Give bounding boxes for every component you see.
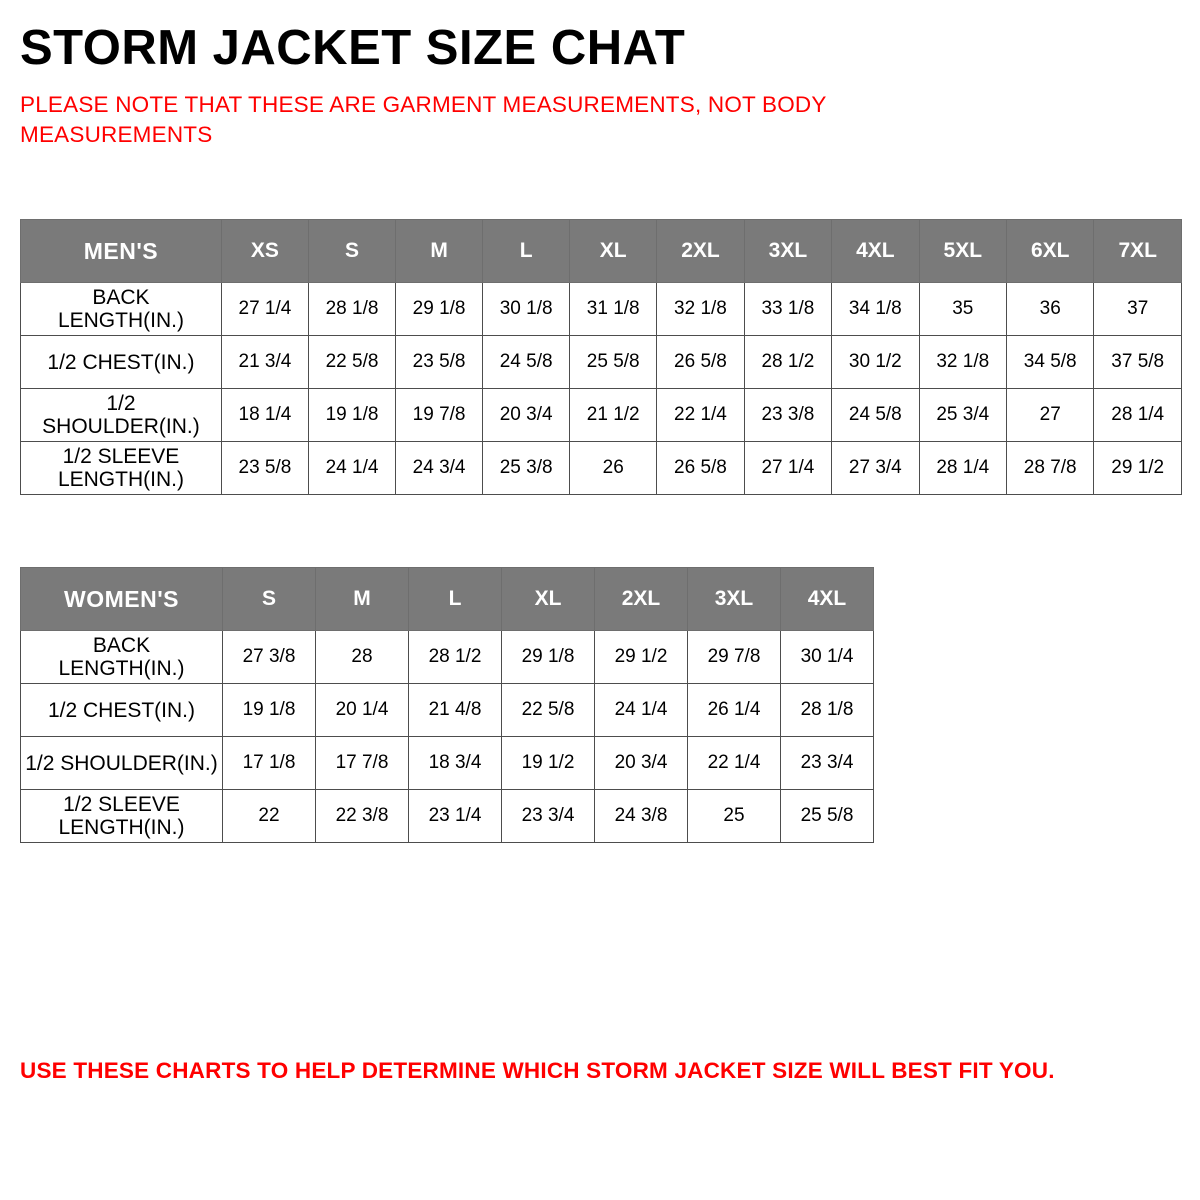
mens-cell: 37 5/8	[1094, 336, 1182, 389]
womens-cell: 17 7/8	[316, 737, 409, 790]
table-row	[21, 283, 1182, 336]
womens-row-label	[21, 684, 223, 737]
womens-cell: 18 3/4	[409, 737, 502, 790]
mens-table-body	[21, 283, 1182, 495]
womens-cell: 30 1/4	[781, 631, 874, 684]
mens-size-header: XL	[570, 220, 657, 283]
womens-header-row	[21, 568, 874, 631]
mens-cell: 27	[1007, 389, 1094, 442]
womens-row-label-line1: 1/2 CHEST(IN.)	[47, 698, 196, 722]
mens-cell: 23 3/8	[744, 389, 831, 442]
mens-row-label	[21, 336, 222, 389]
mens-cell: 32 1/8	[657, 283, 744, 336]
mens-cell: 22 1/4	[657, 389, 744, 442]
mens-cell: 19 1/8	[308, 389, 395, 442]
womens-cell: 26 1/4	[688, 684, 781, 737]
mens-row-label-line1: 1/2 SHOULDER(IN.)	[42, 391, 200, 439]
mens-cell: 21 1/2	[570, 389, 657, 442]
mens-cell: 28 7/8	[1007, 442, 1094, 495]
womens-cell: 22 1/4	[688, 737, 781, 790]
mens-header-row	[21, 220, 1182, 283]
mens-row-label	[21, 442, 222, 495]
top-note: PLEASE NOTE THAT THESE ARE GARMENT MEASUREMENTS, NOT BODY MEASUREMENTS	[20, 91, 827, 147]
mens-cell: 29 1/2	[1094, 442, 1182, 495]
womens-table-head	[21, 568, 874, 631]
womens-cell: 22 3/8	[316, 790, 409, 843]
womens-cell: 21 4/8	[409, 684, 502, 737]
womens-cell: 24 3/8	[595, 790, 688, 843]
womens-cell: 17 1/8	[223, 737, 316, 790]
womens-cell: 29 1/2	[595, 631, 688, 684]
womens-size-header: 2XL	[595, 568, 688, 631]
table-row	[21, 684, 874, 737]
mens-cell: 24 5/8	[483, 336, 570, 389]
mens-cell: 34 5/8	[1007, 336, 1094, 389]
womens-size-table	[20, 567, 874, 843]
mens-cell: 25 5/8	[570, 336, 657, 389]
mens-cell: 30 1/8	[483, 283, 570, 336]
mens-table-head	[21, 220, 1182, 283]
womens-size-header: L	[409, 568, 502, 631]
mens-size-header: XS	[221, 220, 308, 283]
mens-cell: 27 1/4	[744, 442, 831, 495]
mens-cell: 26 5/8	[657, 336, 744, 389]
womens-cell: 28 1/2	[409, 631, 502, 684]
mens-cell: 21 3/4	[221, 336, 308, 389]
mens-cell: 23 5/8	[221, 442, 308, 495]
mens-row-label-line1: BACK	[92, 285, 150, 309]
mens-corner-label: MEN'S	[21, 220, 222, 283]
mens-size-header: 4XL	[832, 220, 919, 283]
womens-cell: 23 1/4	[409, 790, 502, 843]
womens-row-label-line1: 1/2 SHOULDER(IN.)	[25, 751, 218, 775]
womens-cell: 19 1/2	[502, 737, 595, 790]
womens-size-header: 3XL	[688, 568, 781, 631]
mens-cell: 33 1/8	[744, 283, 831, 336]
mens-cell: 28 1/8	[308, 283, 395, 336]
mens-size-header: 3XL	[744, 220, 831, 283]
table-row	[21, 442, 1182, 495]
mens-cell: 26 5/8	[657, 442, 744, 495]
womens-size-header: M	[316, 568, 409, 631]
womens-size-table-container	[20, 567, 1182, 843]
mens-row-label-line1: 1/2 CHEST(IN.)	[47, 350, 195, 374]
mens-cell: 28 1/2	[744, 336, 831, 389]
womens-cell: 19 1/8	[223, 684, 316, 737]
mens-cell: 22 5/8	[308, 336, 395, 389]
mens-cell: 25 3/8	[483, 442, 570, 495]
mens-cell: 24 5/8	[832, 389, 919, 442]
mens-cell: 31 1/8	[570, 283, 657, 336]
mens-size-header: 2XL	[657, 220, 744, 283]
womens-size-header: 4XL	[781, 568, 874, 631]
mens-row-label-line1: 1/2 SLEEVE	[62, 444, 180, 468]
womens-cell: 20 3/4	[595, 737, 688, 790]
mens-cell: 27 1/4	[221, 283, 308, 336]
womens-cell: 22	[223, 790, 316, 843]
womens-cell: 24 1/4	[595, 684, 688, 737]
mens-size-table-container	[20, 219, 1182, 495]
womens-cell: 20 1/4	[316, 684, 409, 737]
womens-row-label-line1: BACK	[92, 633, 151, 657]
womens-size-header: XL	[502, 568, 595, 631]
mens-cell: 24 3/4	[396, 442, 483, 495]
mens-cell: 18 1/4	[221, 389, 308, 442]
mens-cell: 28 1/4	[919, 442, 1006, 495]
womens-cell: 27 3/8	[223, 631, 316, 684]
mens-row-label-line2: LENGTH(IN.)	[57, 468, 184, 492]
womens-cell: 29 1/8	[502, 631, 595, 684]
table-row	[21, 336, 1182, 389]
mens-size-header: S	[308, 220, 395, 283]
womens-corner-label: WOMEN'S	[21, 568, 223, 631]
womens-row-label-line1: 1/2 SLEEVE	[63, 792, 180, 816]
mens-size-header: 5XL	[919, 220, 1006, 283]
womens-cell: 28	[316, 631, 409, 684]
table-row	[21, 389, 1182, 442]
womens-size-header: S	[223, 568, 316, 631]
mens-size-header: M	[396, 220, 483, 283]
mens-cell: 36	[1007, 283, 1094, 336]
mens-cell: 30 1/2	[832, 336, 919, 389]
table-row	[21, 737, 874, 790]
mens-cell: 20 3/4	[483, 389, 570, 442]
womens-cell: 28 1/8	[781, 684, 874, 737]
mens-cell: 32 1/8	[919, 336, 1006, 389]
mens-cell: 28 1/4	[1094, 389, 1182, 442]
mens-cell: 27 3/4	[832, 442, 919, 495]
womens-cell: 22 5/8	[502, 684, 595, 737]
page-title: STORM JACKET SIZE CHAT	[20, 21, 686, 75]
womens-cell: 23 3/4	[502, 790, 595, 843]
mens-row-label	[21, 283, 222, 336]
womens-row-label-line2: LENGTH(IN.)	[58, 657, 185, 681]
mens-size-header: 7XL	[1094, 220, 1182, 283]
mens-row-label-line2: LENGTH(IN.)	[57, 309, 184, 333]
womens-table-body	[21, 631, 874, 843]
womens-row-label	[21, 737, 223, 790]
mens-cell: 24 1/4	[308, 442, 395, 495]
mens-size-header: L	[483, 220, 570, 283]
mens-cell: 23 5/8	[396, 336, 483, 389]
table-row	[21, 631, 874, 684]
mens-cell: 25 3/4	[919, 389, 1006, 442]
mens-row-label	[21, 389, 222, 442]
mens-cell: 34 1/8	[832, 283, 919, 336]
mens-cell: 19 7/8	[396, 389, 483, 442]
mens-cell: 29 1/8	[396, 283, 483, 336]
mens-size-table	[20, 219, 1182, 495]
mens-cell: 35	[919, 283, 1006, 336]
bottom-note: USE THESE CHARTS TO HELP DETERMINE WHICH STORM JACKET SIZE WILL BEST FIT YOU.	[20, 1058, 1055, 1083]
womens-cell: 25	[688, 790, 781, 843]
womens-cell: 25 5/8	[781, 790, 874, 843]
mens-size-header: 6XL	[1007, 220, 1094, 283]
table-row	[21, 790, 874, 843]
womens-row-label	[21, 631, 223, 684]
womens-cell: 29 7/8	[688, 631, 781, 684]
womens-row-label	[21, 790, 223, 843]
mens-cell: 37	[1094, 283, 1182, 336]
mens-cell: 26	[570, 442, 657, 495]
womens-row-label-line2: LENGTH(IN.)	[58, 816, 185, 840]
womens-cell: 23 3/4	[781, 737, 874, 790]
